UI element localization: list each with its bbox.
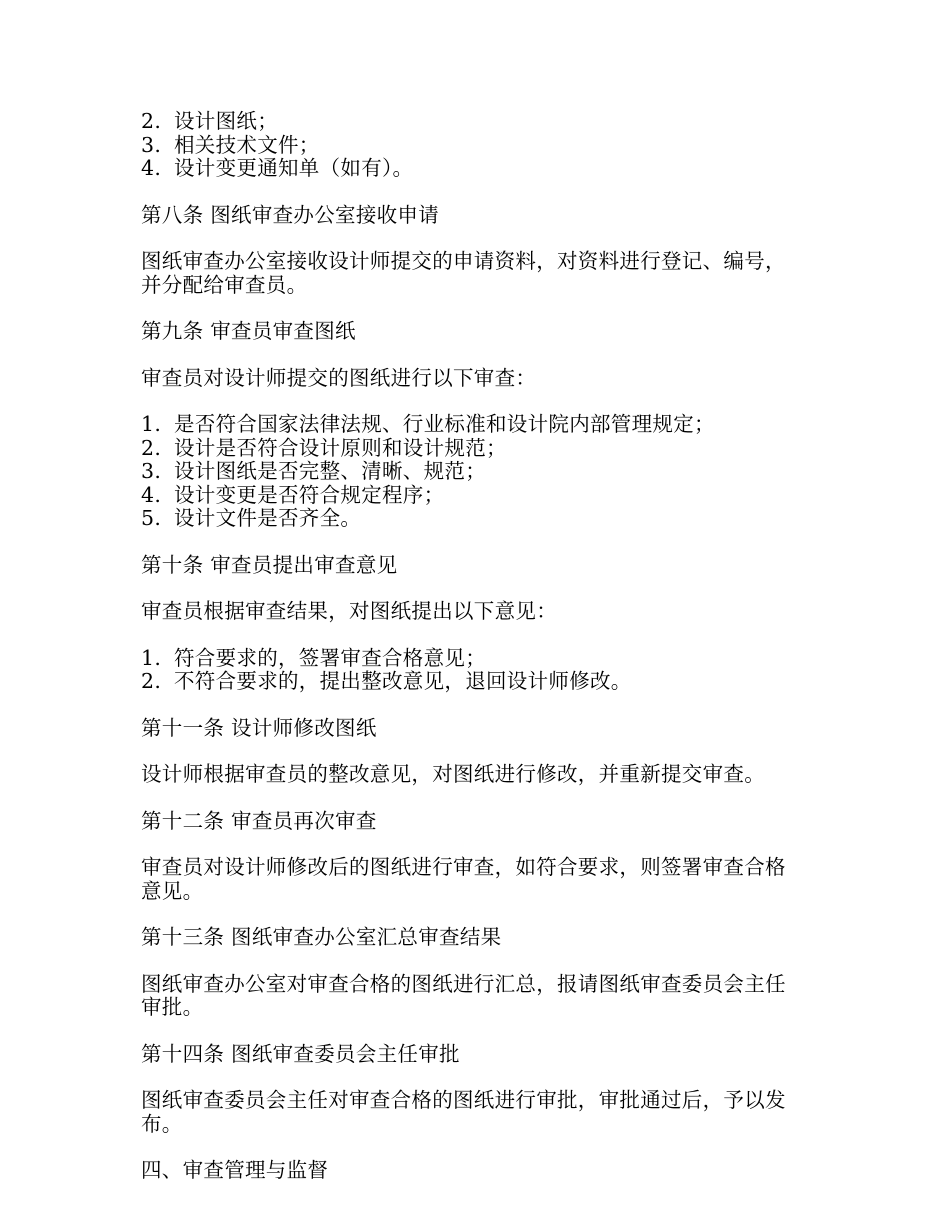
item-text: 设计文件是否齐全。 bbox=[174, 506, 362, 530]
list-item bbox=[141, 670, 801, 694]
item-number: 2. bbox=[141, 669, 162, 693]
item-number: 2. bbox=[141, 109, 162, 133]
article-11-heading: 第十一条 设计师修改图纸 bbox=[141, 715, 377, 740]
item-number: 3. bbox=[141, 459, 162, 483]
item-text: 设计变更是否符合规定程序； bbox=[174, 482, 445, 507]
list-item bbox=[141, 157, 801, 181]
item-text: 设计是否符合设计原则和设计规范； bbox=[174, 435, 507, 460]
item-text: 设计变更通知单（如有）。 bbox=[174, 156, 414, 180]
item-number: 1. bbox=[141, 412, 162, 436]
article-12-body: 审查员对设计师修改后的图纸进行审查，如符合要求，则签署审查合格意见。 bbox=[141, 855, 786, 903]
article-10-intro: 审查员根据审查结果，对图纸提出以下意见： bbox=[141, 599, 557, 623]
article-9-list bbox=[141, 413, 801, 531]
list-item bbox=[141, 413, 801, 437]
article-14-body: 图纸审查委员会主任对审查合格的图纸进行审批，审批通过后，予以发布。 bbox=[141, 1088, 786, 1136]
item-number: 4. bbox=[141, 482, 162, 507]
item-text: 不符合要求的，提出整改意见，退回设计师修改。 bbox=[174, 669, 632, 693]
article-13-heading: 第十三条 图纸审查办公室汇总审查结果 bbox=[141, 925, 502, 949]
item-text: 符合要求的，签署审查合格意见； bbox=[174, 645, 486, 670]
article-10-list bbox=[141, 647, 801, 694]
item-number: 1. bbox=[141, 645, 162, 670]
item-number: 3. bbox=[141, 132, 162, 157]
article-12-heading: 第十二条 审查员再次审查 bbox=[141, 808, 377, 833]
item-number: 4. bbox=[141, 156, 162, 180]
article-13-body: 图纸审查办公室对审查合格的图纸进行汇总，报请图纸审查委员会主任审批。 bbox=[141, 971, 786, 1019]
item-text: 相关技术文件； bbox=[174, 132, 320, 157]
list-item bbox=[141, 647, 801, 671]
item-text: 设计图纸； bbox=[174, 109, 278, 133]
list-item bbox=[141, 110, 801, 134]
list-materials bbox=[141, 110, 801, 181]
article-9-heading: 第九条 审查员审查图纸 bbox=[141, 319, 356, 343]
list-item bbox=[141, 484, 801, 508]
article-14-heading: 第十四条 图纸审查委员会主任审批 bbox=[141, 1041, 460, 1066]
article-10-heading: 第十条 审查员提出审查意见 bbox=[141, 552, 398, 577]
list-item bbox=[141, 507, 801, 531]
document-page bbox=[141, 110, 801, 1183]
item-number: 5. bbox=[141, 506, 162, 530]
list-item bbox=[141, 134, 801, 158]
article-11-body: 设计师根据审查员的整改意见，对图纸进行修改，并重新提交审查。 bbox=[141, 762, 765, 786]
item-number: 2. bbox=[141, 435, 162, 460]
article-8-heading: 第八条 图纸审查办公室接收申请 bbox=[141, 202, 440, 227]
article-9-intro: 审查员对设计师提交的图纸进行以下审查： bbox=[141, 365, 537, 390]
item-text: 是否符合国家法律法规、行业标准和设计院内部管理规定； bbox=[174, 412, 715, 436]
section-4-heading: 四、审查管理与监督 bbox=[141, 1158, 329, 1182]
item-text: 设计图纸是否完整、清晰、规范； bbox=[174, 459, 486, 483]
list-item bbox=[141, 437, 801, 461]
article-8-body: 图纸审查办公室接收设计师提交的申请资料，对资料进行登记、编号，并分配给审查员。 bbox=[141, 249, 786, 297]
list-item bbox=[141, 460, 801, 484]
